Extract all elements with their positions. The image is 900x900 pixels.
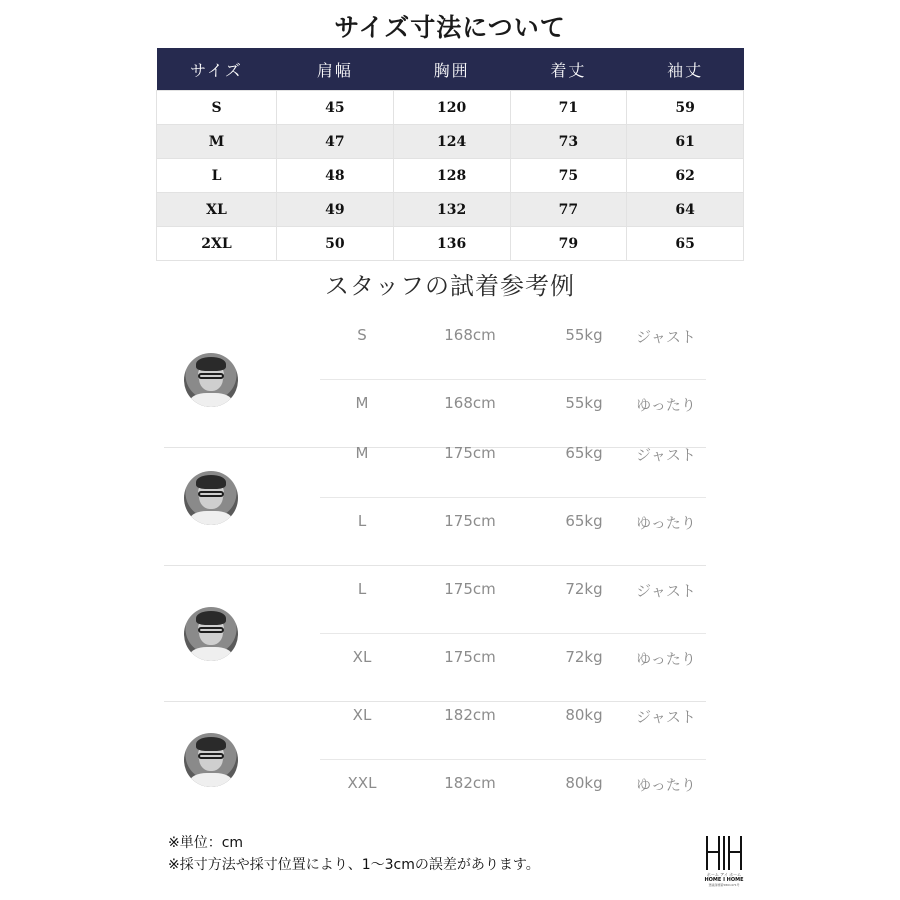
list-item (320, 774, 706, 804)
table-cell: 79 (510, 227, 627, 261)
page-title: サイズ寸法について (334, 13, 566, 42)
table-cell: 49 (277, 193, 394, 227)
table-cell: 62 (627, 159, 744, 193)
staff-block (164, 312, 706, 448)
table-cell: XL (157, 193, 277, 227)
header-size: サイズ (157, 48, 277, 91)
fit-type: ゆったり (636, 514, 696, 532)
table-cell: 71 (510, 91, 627, 125)
fit-height: 182cm (444, 774, 496, 792)
header-sleeve: 袖丈 (627, 48, 744, 91)
fit-size: XL (352, 706, 372, 724)
table-row (157, 193, 744, 227)
table-row (157, 227, 744, 261)
staff-avatar (184, 733, 238, 787)
list-item (320, 512, 706, 542)
fit-size: M (355, 394, 369, 412)
hih-logo-icon (704, 836, 744, 870)
fit-size: XXL (347, 774, 377, 792)
fit-type: ゆったり (636, 650, 696, 668)
table-cell: 75 (510, 159, 627, 193)
fit-height: 175cm (444, 648, 496, 666)
fit-height: 168cm (444, 326, 496, 344)
table-cell: S (157, 91, 277, 125)
fit-size: XL (352, 648, 372, 666)
list-item (320, 648, 706, 678)
note-tolerance: ※採寸方法や採寸位置により、1～3cmの誤差があります。 (168, 857, 540, 873)
fit-weight: 65kg (565, 444, 603, 462)
fit-height: 182cm (444, 706, 496, 724)
fit-type: ジャスト (636, 582, 696, 600)
fit-type: ゆったり (636, 396, 696, 414)
staff-section-title: スタッフの試着参考例 (325, 272, 575, 300)
table-cell: 120 (393, 91, 510, 125)
table-cell: 59 (627, 91, 744, 125)
fit-weight: 65kg (565, 512, 603, 530)
table-cell: 50 (277, 227, 394, 261)
header-chest: 胸囲 (393, 48, 510, 91)
list-item (320, 444, 706, 474)
fit-weight: 72kg (565, 648, 603, 666)
list-item (320, 326, 706, 356)
staff-avatar (184, 607, 238, 661)
fit-type: ジャスト (636, 328, 696, 346)
table-cell: 128 (393, 159, 510, 193)
staff-block (164, 430, 706, 566)
fit-size: M (355, 444, 369, 462)
table-cell: 136 (393, 227, 510, 261)
table-cell: L (157, 159, 277, 193)
table-cell: 132 (393, 193, 510, 227)
staff-block (164, 566, 706, 702)
table-cell: 61 (627, 125, 744, 159)
fit-height: 175cm (444, 580, 496, 598)
fit-type: ジャスト (636, 446, 696, 464)
logo-kana: ホーム アイ ホーム (706, 872, 742, 877)
table-cell: M (157, 125, 277, 159)
header-length: 着丈 (510, 48, 627, 91)
table-cell: 47 (277, 125, 394, 159)
staff-avatar (184, 471, 238, 525)
list-item (320, 706, 706, 736)
table-row (157, 91, 744, 125)
fit-height: 175cm (444, 444, 496, 462)
divider (320, 759, 706, 760)
fit-type: ゆったり (636, 776, 696, 794)
divider (320, 379, 706, 380)
table-cell: 45 (277, 91, 394, 125)
table-row (157, 159, 744, 193)
fit-weight: 80kg (565, 706, 603, 724)
fit-type: ジャスト (636, 708, 696, 726)
fit-size: L (357, 580, 367, 598)
header-shoulder: 肩幅 (277, 48, 394, 91)
fit-size: S (357, 326, 367, 344)
staff-avatar (184, 353, 238, 407)
table-cell: 48 (277, 159, 394, 193)
staff-block (164, 692, 706, 828)
fit-size: L (357, 512, 367, 530)
fit-weight: 55kg (565, 394, 603, 412)
logo-name: HOME I HOME (704, 877, 744, 883)
fit-weight: 72kg (565, 580, 603, 598)
fit-height: 175cm (444, 512, 496, 530)
size-table-header (157, 48, 744, 91)
fit-weight: 55kg (565, 326, 603, 344)
table-row (157, 125, 744, 159)
brand-logo (704, 836, 744, 890)
list-item (320, 580, 706, 610)
table-cell: 64 (627, 193, 744, 227)
table-cell: 2XL (157, 227, 277, 261)
list-item (320, 394, 706, 424)
note-unit: ※単位：cm (168, 835, 244, 851)
size-table (156, 48, 744, 261)
logo-tagline: 登録商標第5801471号 (708, 883, 740, 887)
table-cell: 124 (393, 125, 510, 159)
fit-weight: 80kg (565, 774, 603, 792)
fit-height: 168cm (444, 394, 496, 412)
divider (320, 633, 706, 634)
table-cell: 65 (627, 227, 744, 261)
notes (168, 832, 540, 876)
table-cell: 73 (510, 125, 627, 159)
table-cell: 77 (510, 193, 627, 227)
divider (320, 497, 706, 498)
